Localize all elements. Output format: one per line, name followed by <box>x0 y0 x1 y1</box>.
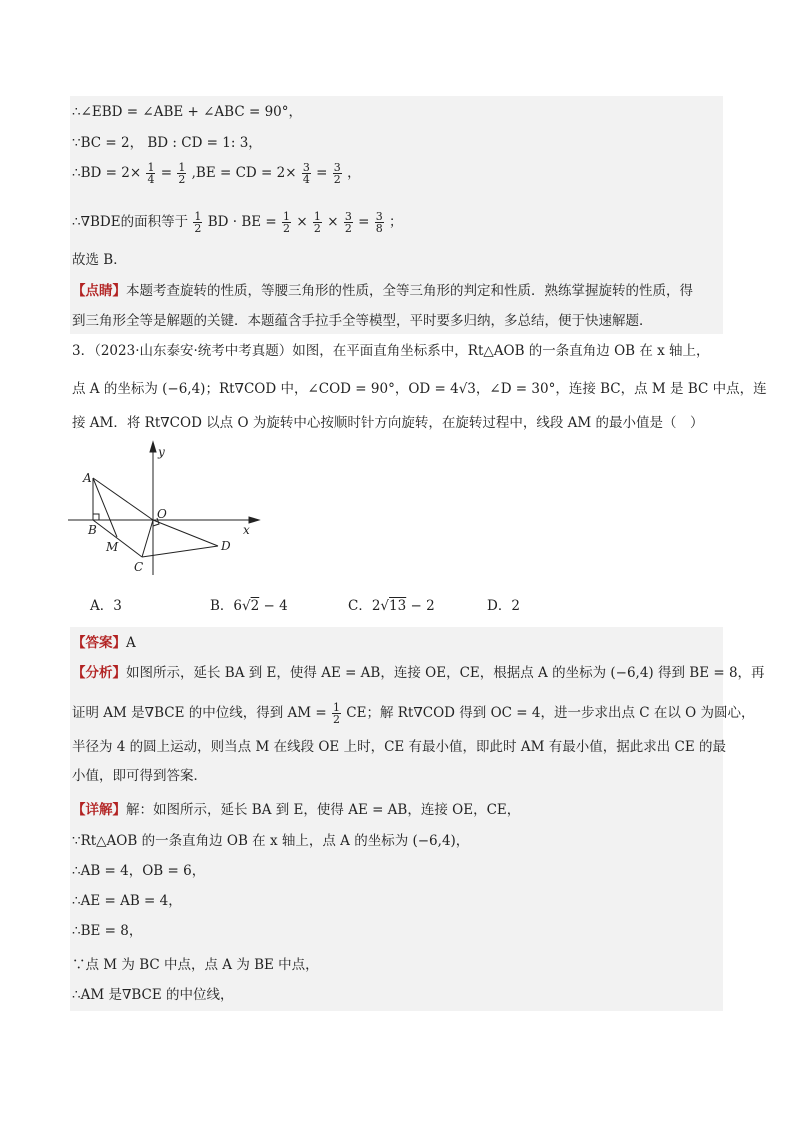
segment-co <box>142 520 153 557</box>
radicand: 13 <box>389 598 407 614</box>
option-d: D．2 <box>487 598 520 614</box>
detail-tag: 【详解】 <box>72 802 126 818</box>
analysis-line2 <box>72 702 755 725</box>
label-a: A <box>83 471 92 485</box>
analysis-line3: 半径为 4 的圆上运动，则当点 M 在线段 OE 上时，CE 有最小值，即此时 AM 有最小值，据此求出 CE 的最 <box>72 739 726 755</box>
text: ,BE = CD = 2× <box>191 165 297 181</box>
text: B．6 <box>210 598 243 614</box>
text: 证明 AM 是∇BCE 的中位线，得到 AM = <box>72 705 327 721</box>
solution1-line3 <box>72 162 361 185</box>
detail-line1 <box>72 801 520 819</box>
text: 解：如图所示，延长 BA 到 E，使得 AE = AB，连接 OE，CE， <box>126 802 521 818</box>
sqrt-icon: √ <box>380 598 390 614</box>
segment-od <box>153 520 218 546</box>
detail-line7: ∴AM 是∇BCE 的中位线， <box>72 987 234 1003</box>
detail-line3: ∴AB = 4，OB = 6， <box>72 863 206 879</box>
fraction: $\frac{3}{8}$ <box>375 210 383 235</box>
fraction: $\frac{1}{2}$ <box>178 161 186 186</box>
solution1-line1: ∴∠EBD = ∠ABE + ∠ABC = 90°， <box>72 104 303 120</box>
detail-line4: ∴AE = AB = 4， <box>72 893 182 909</box>
fraction: $\frac{1}{4}$ <box>147 161 155 186</box>
comment-tag: 【点睛】 <box>72 283 126 299</box>
right-angle-mark-b <box>93 514 99 520</box>
fraction: $\frac{3}{2}$ <box>344 210 352 235</box>
fraction: $\frac{1}{2}$ <box>283 210 291 235</box>
label-x: x <box>243 523 250 537</box>
fraction: $\frac{1}{2}$ <box>333 701 340 726</box>
solution1-line2: ∵BC = 2， BD : CD = 1: 3， <box>72 135 262 151</box>
fraction: $\frac{1}{2}$ <box>194 210 202 235</box>
label-m: M <box>106 540 119 554</box>
text: − 2 <box>406 598 435 614</box>
fraction: $\frac{1}{2}$ <box>313 210 321 235</box>
option-a: A．3 <box>90 598 122 614</box>
text: ∴BD = 2× <box>72 165 142 181</box>
option-c <box>348 597 435 615</box>
text: × <box>296 214 308 230</box>
question3-line2: 点 A 的坐标为 (−6,4)；Rt∇COD 中，∠COD = 90°，OD = 4√3，∠D = 30°，连接 BC，点 M 是 BC 中点，连 <box>72 381 767 397</box>
text: ； <box>389 214 403 230</box>
analysis-line4: 小值，即可得到答案． <box>72 768 207 784</box>
fraction: $\frac{3}{4}$ <box>302 161 310 186</box>
answer-line <box>72 634 136 652</box>
geometry-figure <box>68 440 268 580</box>
y-axis-arrow-icon <box>150 442 156 452</box>
text: × <box>327 214 339 230</box>
detail-line5: ∴BE = 8， <box>72 923 143 939</box>
option-b <box>210 597 288 615</box>
label-c: C <box>134 560 144 574</box>
radicand: 2 <box>250 598 260 614</box>
comment-line1 <box>72 282 693 300</box>
analysis-line1 <box>72 664 765 682</box>
detail-line2: ∵Rt△AOB 的一条直角边 OB 在 x 轴上，点 A 的坐标为 (−6,4)， <box>72 833 470 849</box>
text: = <box>316 165 328 181</box>
text: 本题考查旋转的性质，等腰三角形的性质，全等三角形的判定和性质．熟练掌握旋转的性质，得 <box>126 283 693 299</box>
answer-tag: 【答案】 <box>72 635 126 651</box>
sqrt-icon: √ <box>242 598 251 614</box>
fraction: $\frac{3}{2}$ <box>333 161 341 186</box>
text: CE；解 Rt∇COD 得到 OC = 4，进一步求出点 C 在以 O 为圆心， <box>346 705 755 721</box>
solution-block-2 <box>70 627 723 1011</box>
comment-line2: 到三角形全等是解题的关键．本题蕴含手拉手全等模型，平时要多归纳，多总结，便于快速解题． <box>72 313 653 329</box>
text: C．2 <box>348 598 381 614</box>
answer-value: A <box>126 635 136 651</box>
analysis-tag: 【分析】 <box>72 665 126 681</box>
label-d: D <box>221 539 231 553</box>
solution1-line4 <box>72 211 403 234</box>
text: = <box>160 165 173 181</box>
text: = <box>358 214 370 230</box>
question3-line3: 接 AM．将 Rt∇COD 以点 O 为旋转中心按顺时针方向旋转，在旋转过程中，线段 AM 的最小值是（ ） <box>72 415 704 431</box>
text: ∴∇BDE的面积等于 <box>72 214 189 230</box>
text: − 4 <box>259 598 288 614</box>
x-axis-arrow-icon <box>249 517 259 523</box>
text: 如图所示，延长 BA 到 E，使得 AE = AB，连接 OE，CE，根据点 A 的坐标为 (−6,4) 得到 BE = 8，再 <box>126 665 765 681</box>
solution1-line5: 故选 B． <box>72 252 127 268</box>
text: ， <box>347 165 361 181</box>
label-y: y <box>158 445 165 459</box>
detail-line6: ∵点 M 为 BC 中点，点 A 为 BE 中点， <box>72 957 319 973</box>
question3-line1: 3．（2023·山东泰安·统考中考真题）如图，在平面直角坐标系中，Rt△AOB 的一条直角边 OB 在 x 轴上， <box>72 343 710 359</box>
label-o: O <box>157 507 167 521</box>
text: BD · BE = <box>207 214 277 230</box>
label-b: B <box>88 523 97 537</box>
